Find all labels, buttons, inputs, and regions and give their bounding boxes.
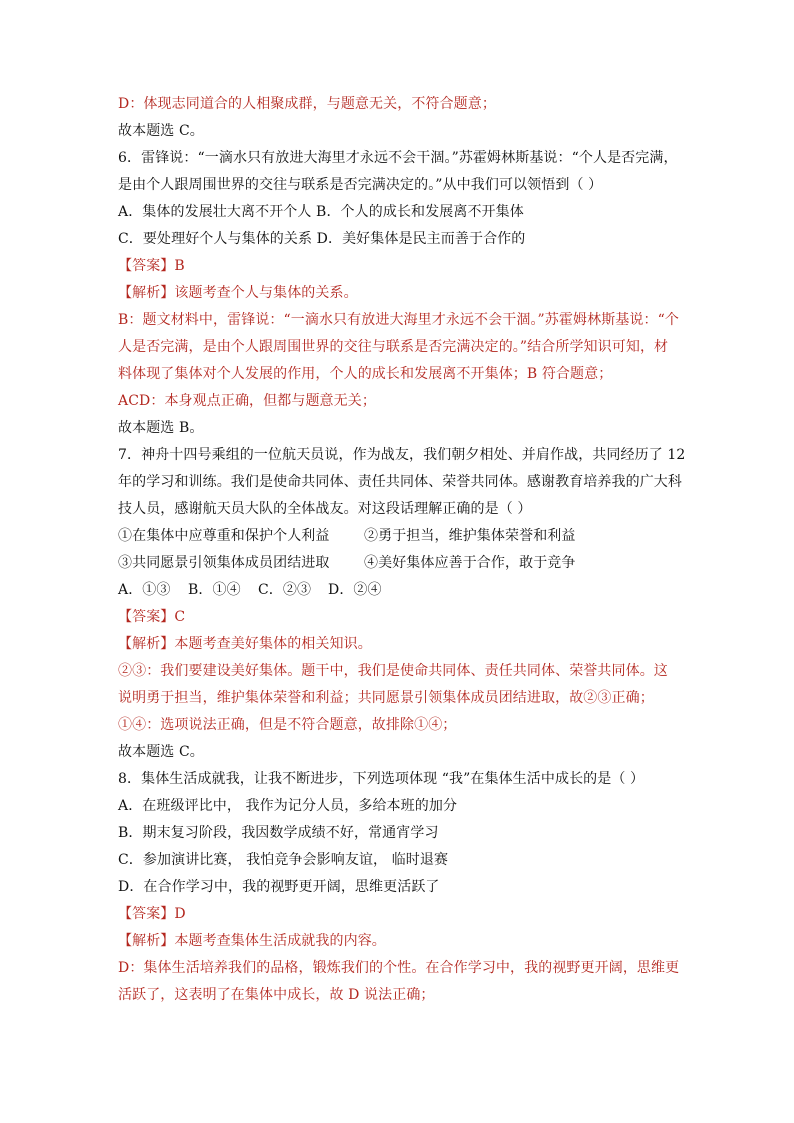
q7-option-c: C．②③ [258,582,312,598]
q7-option-a: A．①③ [118,582,171,598]
q7-analysis-14: ①④：选项说法正确，但是不符合题意，故排除①④； [118,717,457,733]
q8-analysis-d-line-2: 活跃了，这表明了在集体中成长，故 D 说法正确； [118,987,435,1003]
q8-analysis-d-line-1: D：集体生活培养我们的品格，锻炼我们的个性。在合作学习中，我的视野更开阔，思维更 [118,960,680,976]
q7-item-3: ③共同愿景引领集体成员团结进取 [118,555,330,571]
q8-option-d: D．在合作学习中，我的视野更开阔，思维更活跃了 [118,879,440,895]
document-content [118,91,684,1009]
q7-items-row-1 [118,523,684,550]
q6-analysis-b-line-1: B：题文材料中，雷锋说：“一滴水只有放进大海里才永远不会干涸。”苏霍姆林斯基说：“个 [118,312,679,328]
q6-answer: 【答案】B [118,258,185,274]
q6-conclusion: 故本题选 B。 [118,420,204,436]
prev-analysis-d: D：体现志同道合的人相聚成群，与题意无关，不符合题意； [118,96,496,112]
q7-analysis-23-line-2: 说明勇于担当，维护集体荣誉和利益；共同愿景引领集体成员团结进取，故②③正确； [118,690,654,706]
q7-answer: 【答案】C [118,609,186,625]
q8-answer: 【答案】D [118,906,186,922]
q6-analysis-head: 【解析】该题考查个人与集体的关系。 [118,285,358,301]
q8-analysis-head: 【解析】本题考查集体生活成就我的内容。 [118,933,386,949]
q7-item-2: ②勇于担当，维护集体荣誉和利益 [364,528,576,544]
q7-item-1: ①在集体中应尊重和保护个人利益 [118,528,330,544]
q7-stem-line-2: 年的学习和训练。我们是使命共同体、责任共同体、荣誉共同体。感谢教育培养我的广大科 [118,474,682,490]
q6-analysis-b-line-2: 人是否完满，是由个人跟周围世界的交往与联系是否完满决定的。”结合所学知识可知，材 [118,339,669,355]
question-7 [118,442,684,766]
q8-option-c: C．参加演讲比赛， 我怕竞争会影响友谊， 临时退赛 [118,852,449,868]
q6-stem-line-2: 是由个人跟周围世界的交往与联系是否完满决定的。”从中我们可以领悟到（ ） [118,177,603,193]
q8-option-b: B．期末复习阶段，我因数学成绩不好，常通宵学习 [118,825,439,841]
prev-conclusion: 故本题选 C。 [118,123,204,139]
q6-stem-line-1: 6．雷锋说：“一滴水只有放进大海里才永远不会干涸。”苏霍姆林斯基说：“个人是否完满， [118,150,678,166]
q6-options-line-1: A．集体的发展壮大离不开个人 B．个人的成长和发展离不开集体 [118,204,524,220]
q7-stem-line-1: 7．神舟十四号乘组的一位航天员说，作为战友，我们朝夕相处、并肩作战，共同经历了 12 [118,447,686,463]
question-8 [118,766,684,1009]
q7-options [118,577,684,604]
q7-item-4: ④美好集体应善于合作，敢于竞争 [364,555,576,571]
q6-analysis-b-line-3: 料体现了集体对个人发展的作用，个人的成长和发展离不开集体；B 符合题意； [118,366,613,382]
q6-options-line-2: C．要处理好个人与集体的关系 D．美好集体是民主而善于合作的 [118,231,526,247]
q7-analysis-23-line-1: ②③：我们要建设美好集体。题干中，我们是使命共同体、责任共同体、荣誉共同体。这 [118,663,668,679]
q7-option-d: D．②④ [328,582,382,598]
q7-conclusion: 故本题选 C。 [118,744,204,760]
q8-stem: 8．集体生活成就我，让我不断进步，下列选项体现 “我”在集体生活中成长的是（ ） [118,771,645,787]
q7-stem-line-3: 技人员，感谢航天员大队的全体战友。对这段话理解正确的是（ ） [118,501,532,517]
q7-analysis-head: 【解析】本题考查美好集体的相关知识。 [118,636,372,652]
q8-option-a: A．在班级评比中， 我作为记分人员，多给本班的加分 [118,798,458,814]
q6-analysis-acd: ACD：本身观点正确，但都与题意无关； [118,393,376,409]
question-6 [118,145,684,442]
q7-option-b: B．①④ [188,582,241,598]
q7-items-row-2 [118,550,684,577]
